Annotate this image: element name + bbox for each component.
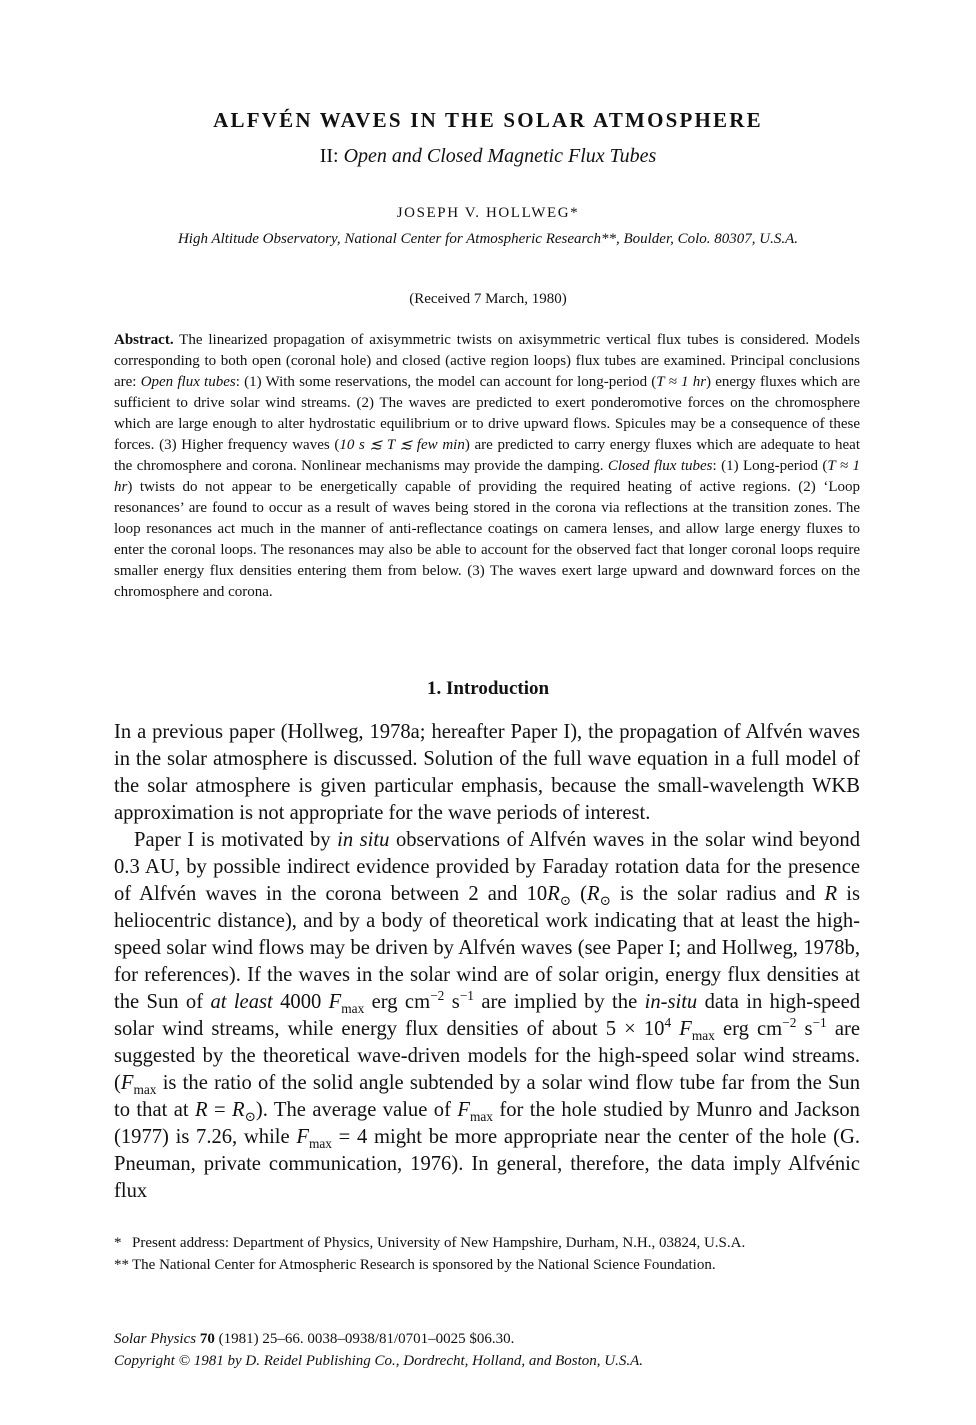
text: 4000 (272, 991, 329, 1013)
math: R (195, 1099, 208, 1121)
footnote-2 (114, 1254, 874, 1276)
subtitle-prefix: II: (319, 145, 339, 167)
math: −1 (459, 988, 474, 1004)
paper-title: ALFVÉN WAVES IN THE SOLAR ATMOSPHERE (213, 108, 763, 132)
text: = 4 might be more appropriate near the center of the hole (G. Pneuman, private communication, 1976). In general, therefore, the data imply Alfvénic flux (114, 1126, 860, 1202)
author-affiliation: High Altitude Observatory, National Center for Atmospheric Research**, Boulder, Colo. 80307, U.S.A. (177, 231, 799, 247)
abstract-text: ) energy fluxes which are sufficient to drive solar wind streams. (2) The waves are predicted to exert ponderomotive forces on the chromosphere which are large enough to alter hydrostatic equilibrium or to drive upward flows. Spicules may be a consequence of these forces. (3) Higher frequency waves ( (114, 374, 860, 453)
paper-subtitle (0, 145, 976, 168)
section-heading: 1. Introduction (426, 678, 550, 699)
sun-symbol: ⊙ (244, 1109, 256, 1125)
math: 4 (664, 1015, 672, 1031)
math: F (120, 1072, 134, 1094)
text: at least (210, 991, 273, 1013)
abstract-text: ) are predicted to carry energy fluxes which are adequate to heat the chromosphere and corona. Nonlinear mechanisms may provide the damping. (114, 437, 860, 474)
author-name: JOSEPH V. HOLLWEG* (396, 205, 580, 221)
subtitle-text: Open and Closed Magnetic Flux Tubes (343, 145, 657, 167)
math: R (824, 883, 838, 905)
abstract-math: T ≈ 1 hr (656, 374, 707, 390)
text: data in high-speed solar wind streams, while energy flux densities of about 5 × 10 (114, 991, 861, 1040)
math: R (547, 883, 560, 905)
abstract-text: : (1) Long-period ( (712, 458, 828, 474)
footnote-1 (114, 1232, 874, 1254)
intro-paragraph-1: In a previous paper (Hollweg, 1978a; hereafter Paper I), the propagation of Alfvén waves in the solar atmosphere is discussed. Solution of the full wave equation in a full model of the solar atmosphere is given particular emphasis, because the small-wavelength WKB approximation is not appropriate for the wave periods of interest. (114, 721, 860, 824)
open-flux-tubes-label: Open flux tubes (140, 374, 236, 390)
abstract-text: : (1) With some reservations, the model can account for long-period ( (235, 374, 657, 390)
text: observations of Alfvén waves in the solar wind beyond 0.3 AU, by possible indirect evidence provided by Faraday rotation data for the presence of Alfvén waves in the corona between 2 and 10 (114, 829, 861, 905)
journal-info: (1981) 25–66. 0038–0938/81/0701–0025 $06.30. (214, 1331, 515, 1347)
text: for the hole studied by Munro and Jackson (1977) is 7.26, while (114, 1099, 860, 1148)
footnotes (114, 1232, 874, 1276)
abstract (114, 330, 860, 603)
text: are suggested by the theoretical wave-driven models for the high-speed solar wind streams. ( (114, 1018, 860, 1094)
closed-flux-tubes-label: Closed flux tubes (607, 458, 713, 474)
sun-symbol: ⊙ (599, 893, 611, 909)
footnote-text: The National Center for Atmospheric Research is sponsored by the National Science Foundation. (132, 1257, 716, 1273)
math: s (444, 991, 460, 1013)
text: ). The average value of (255, 1099, 458, 1121)
math: F (457, 1099, 470, 1121)
text: ( (571, 883, 587, 905)
copyright-line: Copyright © 1981 by D. Reidel Publishing Co., Dordrecht, Holland, and Boston, U.S.A. (114, 1353, 643, 1369)
text: is the solar radius and (610, 883, 825, 905)
abstract-math: 10 s ≲ T ≲ few min (339, 437, 465, 453)
math: R (587, 883, 600, 905)
text: is heliocentric distance), and by a body of theoretical work indicating that at least the high-speed solar wind flows may be driven by Alfvén waves (see Paper I; and Hollweg, 1978b, for references). If the waves in the solar wind are of solar origin, energy flux densities at the Sun of (114, 883, 860, 1013)
footnote-text: Present address: Department of Physics, University of New Hampshire, Durham, N.H., 03824, U.S.A. (132, 1235, 746, 1251)
footnote-mark: * (114, 1235, 122, 1251)
math: max (341, 1001, 365, 1017)
text: are implied by the (473, 991, 645, 1013)
math: s (796, 1018, 813, 1040)
text: in-situ (644, 991, 698, 1013)
sun-symbol: ⊙ (559, 893, 572, 909)
math: max (133, 1082, 157, 1098)
received-date: (Received 7 March, 1980) (409, 291, 567, 307)
text: Paper I is motivated by (134, 829, 338, 851)
math: F (296, 1126, 309, 1148)
text: is the ratio of the solid angle subtended by a solar wind flow tube far from the Sun to that at (114, 1072, 860, 1121)
text: in situ (337, 829, 390, 851)
math: max (469, 1109, 493, 1125)
footnote-mark: ** (114, 1257, 129, 1273)
math: −2 (430, 988, 445, 1004)
abstract-text: The linearized propagation of axisymmetric twists on axisymmetric vertical flux tubes is considered. Models corresponding to both open (coronal hole) and closed (active region loops) flux tubes are examined. Principal conclusions are: (114, 332, 860, 390)
abstract-text: ) twists do not appear to be energetically capable of providing the required heating of active regions. (2) ‘Loop resonances’ are found to occur as a result of waves being stored in the corona via reflections at the transition zones. The loop resonances act much in the manner of anti-reflectance coatings on camera lenses, and allow large energy fluxes to enter the coronal loops. The resonances may also be able to account for the observed fact that longer coronal loops require smaller energy flux densities entering them from below. (3) The waves exert large upward and downward forces on the chromosphere and corona. (114, 479, 860, 600)
introduction-body (114, 719, 860, 1205)
math: F (328, 991, 342, 1013)
abstract-label: Abstract. (114, 332, 174, 348)
math: F (679, 1018, 692, 1040)
journal-volume: 70 (199, 1331, 215, 1347)
math: erg cm (364, 991, 431, 1013)
journal-name: Solar Physics (114, 1331, 197, 1347)
math: erg cm (714, 1018, 783, 1040)
math: −2 (782, 1015, 797, 1031)
journal-citation (114, 1328, 643, 1372)
math: max (691, 1028, 715, 1044)
math: max (308, 1136, 332, 1152)
math: −1 (812, 1015, 827, 1031)
abstract-math: T ≈ 1 hr (114, 458, 860, 495)
intro-paragraph-2: Paper I is motivated by in situ observations of Alfvén waves in the solar wind beyond 0.3 AU, by possible indirect evidence provided by Faraday rotation data for the presence of Alfvén waves in the corona between 2 and $10R_⊙$ ($R_⊙$ is the solar radius and R is heliocentric distance), and by a body of theoretical work indicating that at least the high-speed solar wind flows may be driven by Alfvén waves (see Paper I; and Hollweg, 1978b, for references). If the waves in the solar wind are of solar origin, energy flux densities at the Sun of at least 4000 $F_{max}$ erg $cm^{-2}$ $s^{-1}$ are implied by the in-situ data in high-speed solar wind streams, while energy flux densities of about $5 \times 10^4$ $F_{max}$ erg $cm^{-2}$ $s^{-1}$ are suggested by the theoretical wave-driven models for the high-speed solar wind streams. ($F_{max}$ is the ratio of the solid angle subtended by a solar wind flow tube far from the Sun to that at $R = R_⊙$). The average value of $F_{max}$ for the hole studied by Munro and Jackson (1977) is 7.26, while $F_{max} = 4$ might be more appropriate near the center of the hole (G. Pneuman, private communication, 1976). In general, therefore, the data imply Alfvénic flux (114, 829, 861, 1202)
math: R (232, 1099, 245, 1121)
